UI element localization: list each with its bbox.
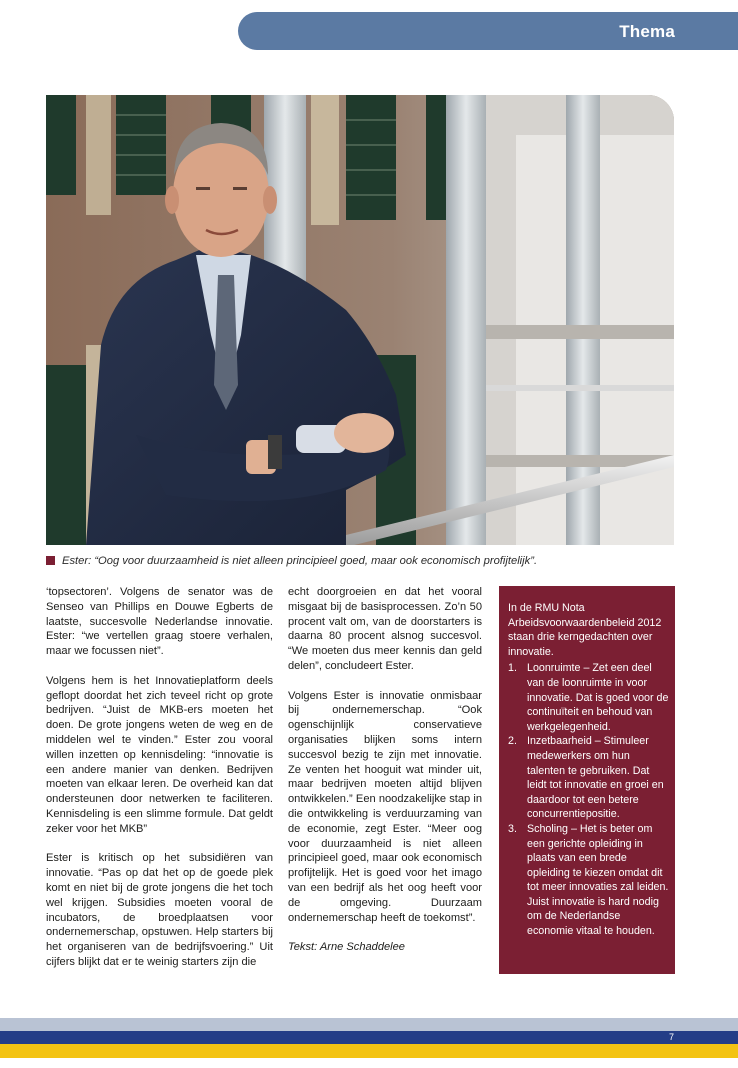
footer-stripe-yellow [0,1044,738,1058]
portrait-photo [46,95,674,545]
list-number: 3. [508,822,517,835]
section-title: Thema [619,22,675,41]
sidebar-intro: In de RMU Nota Arbeidsvoorwaardenbeleid 2012 staan drie kerngedachten over innovatie. [508,602,662,658]
list-text: Scholing – Het is beter om een gerichte opleiding in plaats van een brede opleiding te kiezen omdat dit tot meer innovaties zal leiden. Juist innovatie is hard nodig om de Nederlandse economie vitaal te houden. [527,822,669,938]
page-number: 7 [668,1032,674,1042]
article-column-2 [288,585,482,970]
caption-bullet-icon [46,556,55,565]
paragraph: Ester is kritisch op het subsidiëren van innovatie. “Pas op dat het op de goede plek komt en niet bij de grote jongens die het toch wel krijgen. Subsidies moeten vooral de incubators, de broedplaatsen voor ondernemerschap, opstuwen. Help starters bij het organiseren van de bedrijfsvoering.” Uit cijfers blijkt dat er te weinig starters zijn die [46,852,273,968]
list-item [508,822,669,939]
section-header-tab [238,12,738,50]
paragraph: ‘topsectoren’. Volgens de senator was de Senseo van Phillips en Douwe Egberts de laatste, succesvolle Nederlandse innovatie. Ester: “we vertellen graag stoere verhalen, maar we focussen niet”. [46,586,273,658]
paragraph: echt doorgroeien en dat het vooral misgaat bij de basisprocessen. Zo’n 50 procent valt om, van de doorstarters is daarna 80 procent alsnog succesvol. “We moeten dus meer kennis dan geld delen”, concludeert Ester. [288,586,482,672]
photo-of-man-in-suit-icon [46,95,674,545]
footer-stripe-gray [0,1018,738,1031]
list-item [508,734,669,822]
list-number: 2. [508,735,517,748]
paragraph: Volgens hem is het Innovatieplatform deels geflopt doordat het zich teveel richt op grote bedrijven. “Juist de MKB-ers moeten het doen. De grote jongens weten de weg en de middelen wel te vinden.” Ester zou vooral willen inzetten op kennisdeling: “innovatie is een andere manier van denken. Bedrijven moeten van elkaar leren. De overheid kan dat ondersteunen door netwerken te faciliteren. Kennisdeling is een slimme formule. Dat geldt zeker voor het MKB” [46,674,273,835]
caption-text: Ester: “Oog voor duurzaamheid is niet alleen principieel goed, maar ook economisch profijtelijk”. [62,555,538,567]
list-text: Loonruimte – Zet een deel van de loonruimte in voor innovatie. Dat is goed voor de continuïteit en behoud van werkgelegenheid. [527,662,669,733]
footer-stripe-blue [0,1031,738,1044]
article-column-1 [46,585,273,985]
paragraph: Volgens Ester is innovatie onmisbaar bij ondernemerschap. “Ook ogenschijnlijk conservatieve organisaties blijken soms intern succesvol bezig te zijn met innovatie. Ze venten het hooguit wat minder uit, maar bedrijven moeten altijd blijven ontwikkelen.” Een noodzakelijke stap in die ontwikkeling is verduurzaming van de economie, zegt Ester. “Meer oog voor duurzaamheid is niet alleen principieel goed, maar ook economisch profijtelijk. Het is goed voor het imago van een bedrijf als het oog heeft voor de omgeving. Duurzaam ondernemerschap heeft de toekomst”. [288,689,482,924]
sidebar-box [499,586,675,974]
author-credit: Tekst: Arne Schaddelee [288,941,405,954]
photo-caption [46,555,686,571]
list-number: 1. [508,662,517,675]
list-text: Inzetbaarheid – Stimuleer medewerkers om hun talenten te gebruiken. Dat leidt tot innovatie en groei en daardoor tot een betere concurrentiepositie. [527,735,664,821]
list-item [508,661,669,734]
sidebar-list [508,661,669,938]
